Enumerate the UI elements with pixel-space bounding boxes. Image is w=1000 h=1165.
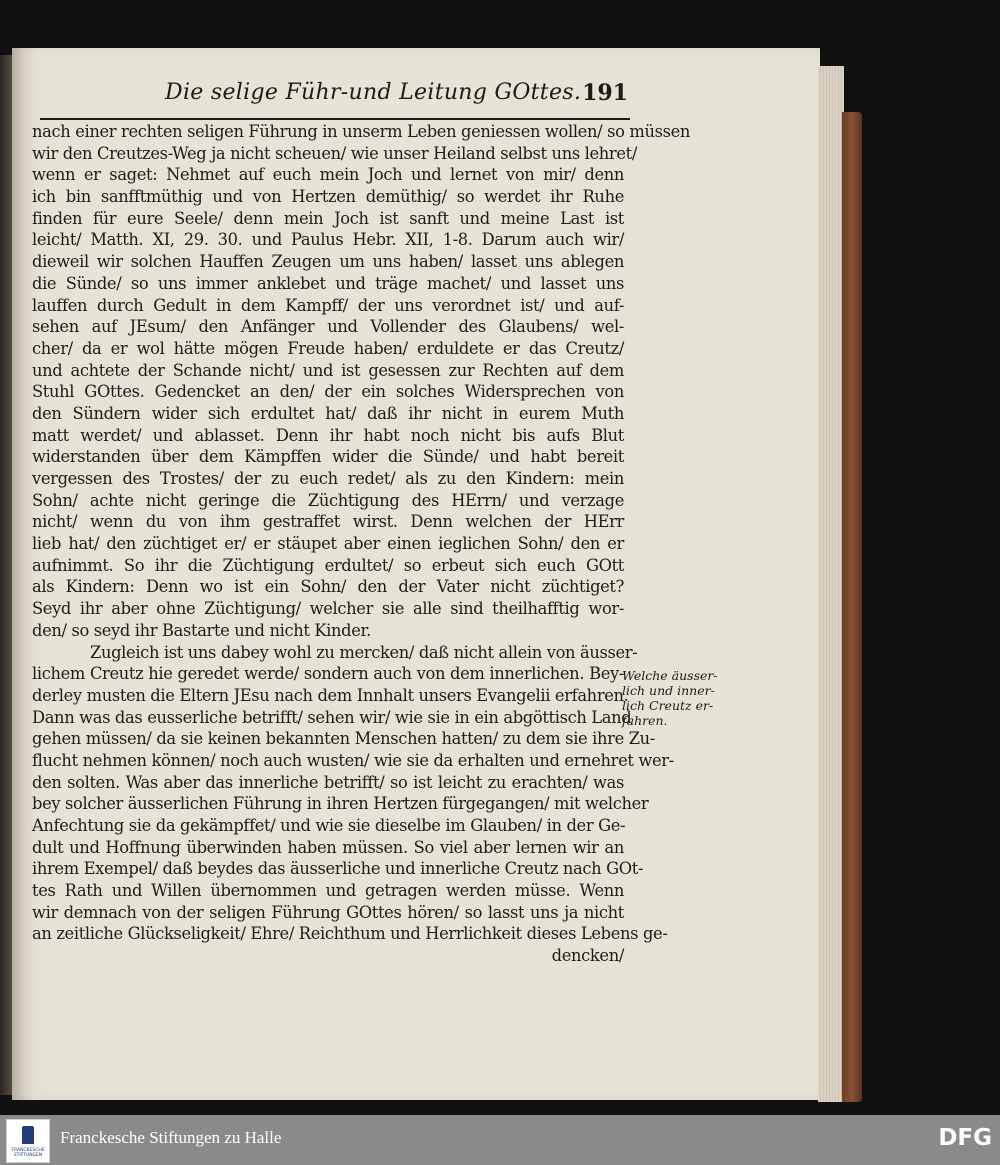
text-line: sehen auf JEsum/ den Anfänger und Vollender des Glaubens/ wel- (32, 317, 624, 337)
text-line: den/ so seyd ihr Bastarte und nicht Kinder. (32, 620, 372, 640)
text-line: Sohn/ achte nicht geringe die Züchtigung des HErrn/ und verzage (32, 490, 624, 510)
text-line: Seyd ihr aber ohne Züchtigung/ welcher sie alle sind theilhafftig wor- (32, 599, 624, 619)
text-line: wir demnach von der seligen Führung GOttes hören/ so lasst uns ja nicht (32, 902, 624, 922)
text-line: an zeitliche Glückseligkeit/ Ehre/ Reichthum und Herrlichkeit dieses Lebens ge- (32, 924, 668, 944)
text-line: cher/ da er wol hätte mögen Freude haben/ erduldete er das Creutz/ (32, 338, 624, 358)
text-line: den Sündern wider sich erdultet hat/ daß ihr nicht in eurem Muth (32, 403, 624, 423)
margin-note (622, 668, 722, 728)
text-line: Zugleich ist uns dabey wohl zu mercken/ daß nicht allein von äusser- (90, 642, 638, 662)
text-line: widerstanden über dem Kämpffen wider die Sünde/ und habt bereit (32, 447, 624, 467)
running-head: Die selige Führ-und Leitung GOttes. (165, 80, 582, 105)
text-line: leicht/ Matth. XI, 29. 30. und Paulus Hebr. XII, 1-8. Darum auch wir/ (32, 230, 624, 250)
page-stack-edge (818, 66, 844, 1102)
building-icon (22, 1126, 34, 1144)
institution-name[interactable]: Franckesche Stiftungen zu Halle (60, 1128, 282, 1147)
margin-note-line: lich und inner- (622, 683, 715, 698)
page-header (40, 78, 630, 120)
text-line: nach einer rechten seligen Führung in unserm Leben geniessen wollen/ so müssen (32, 122, 691, 141)
text-line: nicht/ wenn du von ihm gestraffet wirst. Denn welchen der HErr (32, 512, 624, 532)
institution-logo[interactable] (6, 1119, 50, 1163)
text-line: gehen müssen/ da sie keinen bekannten Menschen hatten/ zu dem sie ihre Zu- (32, 729, 655, 749)
text-line: Anfechtung sie da gekämpffet/ und wie sie dieselbe im Glauben/ in der Ge- (32, 816, 626, 835)
text-line: Stuhl GOttes. Gedencket an den/ der ein solches Widersprechen von (32, 382, 624, 402)
text-line: tes Rath und Willen übernommen und getragen werden müsse. Wenn (32, 881, 624, 901)
logo-text: FRANCKESCHE STIFTUNGEN (11, 1148, 45, 1158)
dfg-logo[interactable]: DFG (938, 1125, 992, 1151)
text-line: ich bin sanfftmüthig und von Hertzen demüthig/ so werdet ihr Ruhe (32, 187, 624, 207)
text-line: derley musten die Eltern JEsu nach dem Innhalt unsers Evangelii erfahren. (32, 685, 629, 705)
text-line: ihrem Exempel/ daß beydes das äusserliche und innerliche Creutz nach GOt- (32, 859, 644, 879)
text-line: vergessen des Trostes/ der zu euch redet/ als zu den Kindern: mein (32, 469, 624, 488)
text-line: Dann was das eusserliche betrifft/ sehen wir/ wie sie in ein abgöttisch Land (32, 707, 632, 727)
text-line: wenn er saget: Nehmet auf euch mein Joch und lernet von mir/ denn (32, 165, 624, 185)
catchword: dencken/ (551, 946, 624, 966)
text-line: und achtete der Schande nicht/ und ist gesessen zur Rechten auf dem (32, 360, 624, 380)
margin-note-line: lich Creutz er- (622, 698, 714, 713)
text-line: den solten. Was aber das innerliche betrifft/ so ist leicht zu erachten/ was (32, 772, 624, 792)
text-line: matt werdet/ und ablasset. Denn ihr habt noch nicht bis aufs Blut (32, 425, 624, 445)
text-line: lauffen durch Gedult in dem Kampff/ der uns verordnet ist/ und auf- (32, 295, 624, 315)
text-line: als Kindern: Denn wo ist ein Sohn/ den der Vater nicht züchtiget? (32, 577, 624, 597)
page-number: 191 (582, 80, 628, 106)
text-line: dult und Hoffnung überwinden haben müssen. So viel aber lernen wir an (32, 837, 624, 857)
text-line: flucht nehmen können/ noch auch wusten/ wie sie da erhalten und ernehret wer- (32, 750, 674, 770)
footer-bar (0, 1115, 1000, 1165)
book-cover-edge (842, 112, 862, 1102)
margin-note-line: Welche äusser- (622, 668, 718, 683)
text-line: lieb hat/ den züchtiget er/ er stäupet aber einen ieglichen Sohn/ den er (32, 534, 624, 554)
text-line: wir den Creutzes-Weg ja nicht scheuen/ wie unser Heiland selbst uns lehret/ (32, 143, 637, 163)
text-line: aufnimmt. So ihr die Züchtigung erdultet/ so erbeut sich euch GOtt (32, 555, 624, 575)
text-line: dieweil wir solchen Hauffen Zeugen um uns haben/ lasset uns ablegen (32, 252, 624, 272)
text-line: finden für eure Seele/ denn mein Joch ist sanft und meine Last ist (32, 208, 624, 228)
margin-note-line: fahren. (622, 713, 668, 728)
text-line: bey solcher äusserlichen Führung in ihren Hertzen fürgegangen/ mit welcher (32, 794, 649, 814)
text-line: die Sünde/ so uns immer anklebet und träge machet/ und lasset uns (32, 273, 624, 293)
text-line: lichem Creutz hie geredet werde/ sondern auch von dem innerlichen. Bey- (32, 664, 624, 684)
